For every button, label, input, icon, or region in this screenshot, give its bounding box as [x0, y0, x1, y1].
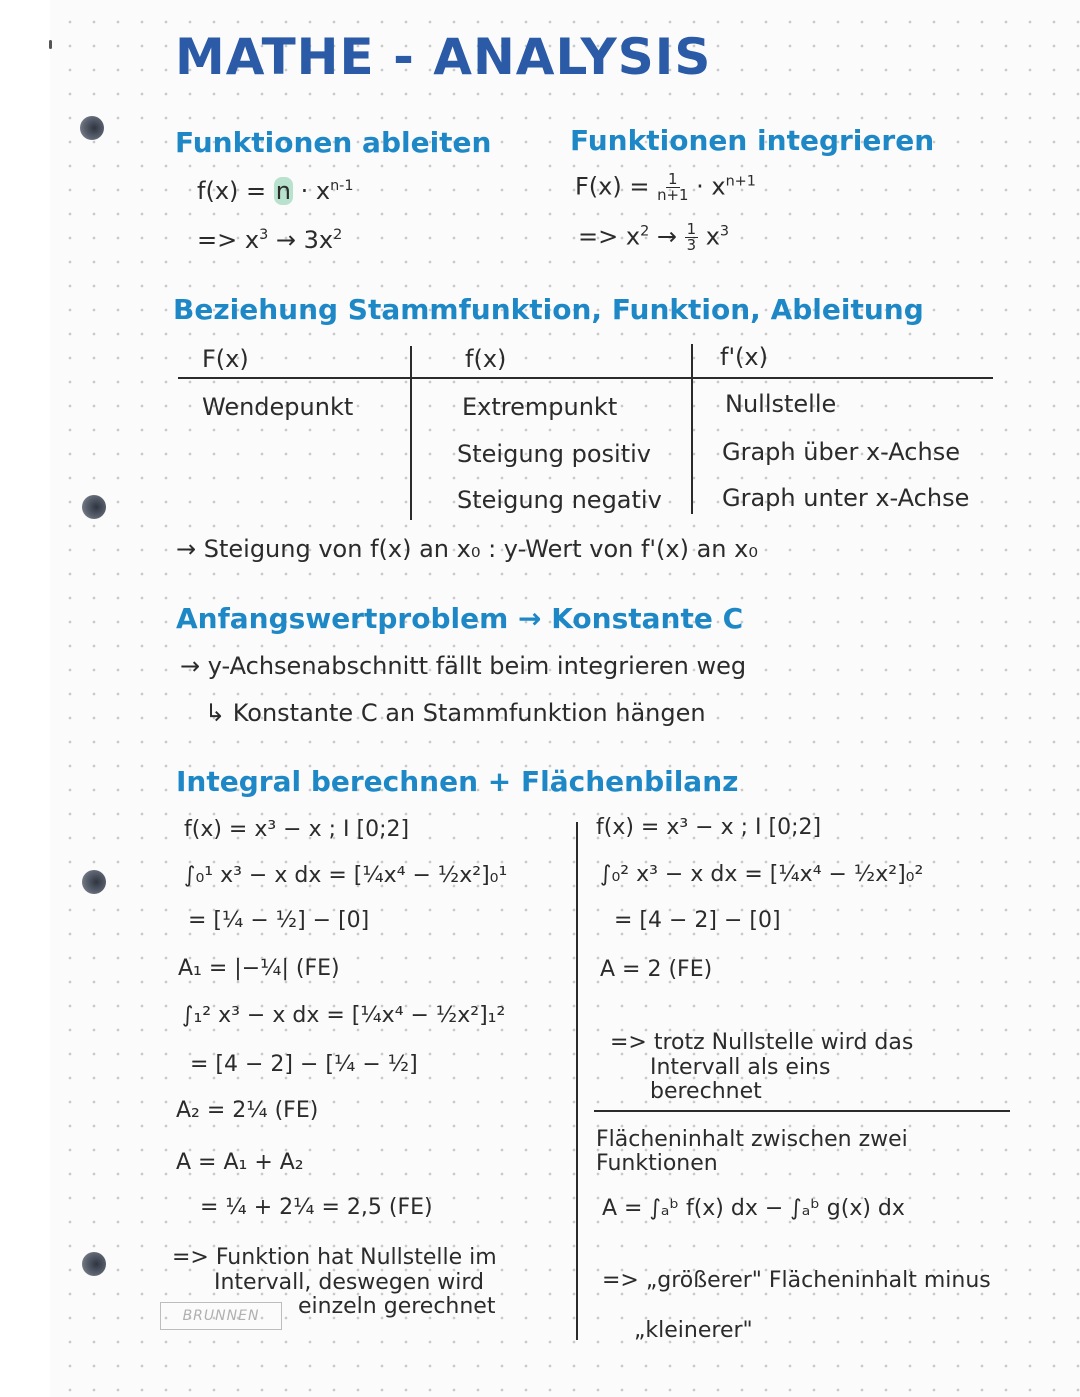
derive-exponent: n-1 [330, 178, 354, 194]
fraction [685, 222, 698, 253]
table-column-divider [410, 346, 412, 520]
table-header-divider [178, 377, 993, 379]
derive-example [197, 226, 342, 254]
integral-right-line: f(x) = x³ − x ; I [0;2] [596, 815, 822, 840]
fraction [657, 172, 688, 203]
integral-left-line: ∫₀¹ x³ − x dx = [¼x⁴ − ½x²]₀¹ [184, 863, 508, 888]
integrate-formula-rest: · x [688, 172, 726, 201]
heading-awp: Anfangswertproblem → Konstante C [176, 602, 744, 635]
margin-mark [49, 40, 52, 49]
integrate-formula [575, 172, 756, 203]
derive-example-exp: 3 [259, 227, 269, 243]
highlight-n: n [275, 177, 291, 205]
table-header-fprime: f'(x) [720, 343, 768, 371]
integral-right-line: A = 2 (FE) [600, 957, 713, 982]
between-note: „kleinerer" [634, 1318, 753, 1343]
table-column-divider [691, 344, 693, 514]
table-header-F: F(x) [202, 345, 249, 373]
fraction-denominator: n+1 [657, 185, 689, 204]
integral-left-line: = ¼ + 2¼ = 2,5 (FE) [200, 1195, 433, 1220]
table-cell: Graph unter x-Achse [722, 484, 970, 512]
awp-line: → y-Achsenabschnitt fällt beim integrieren weg [180, 652, 747, 680]
derive-formula [197, 177, 354, 205]
integral-left-line: ∫₁² x³ − x dx = [¼x⁴ − ½x²]₁² [182, 1003, 506, 1028]
brand-stamp: BRUNNEN [160, 1302, 282, 1330]
heading-integral: Integral berechnen + Flächenbilanz [176, 765, 739, 798]
punch-hole [82, 495, 106, 519]
integral-left-line: A₂ = 2¼ (FE) [176, 1098, 319, 1123]
integral-right-line: = [4 − 2] − [0] [614, 908, 781, 933]
integrate-example-result: x [698, 222, 720, 251]
integrate-example-prefix: => x [578, 222, 641, 251]
integral-right-conclusion: berechnet [650, 1079, 762, 1104]
derive-formula-rest: · x [292, 177, 331, 205]
between-note: => „größerer" Flächeninhalt minus [602, 1268, 991, 1293]
fraction-numerator: 1 [668, 170, 678, 188]
between-heading: Flächeninhalt zwischen zwei [596, 1127, 908, 1152]
integrate-formula-lhs: F(x) = [575, 172, 658, 201]
table-cell: Wendepunkt [202, 393, 354, 421]
relation-note: → Steigung von f(x) an x₀ : y-Wert von f'(x) an x₀ [176, 535, 758, 563]
integral-right-conclusion: Intervall als eins [650, 1055, 831, 1080]
fraction-numerator: 1 [686, 220, 697, 238]
awp-line: ↳ Konstante C an Stammfunktion hängen [205, 699, 706, 727]
derive-formula-lhs: f(x) = [197, 177, 274, 205]
integral-left-conclusion: einzeln gerechnet [298, 1294, 496, 1319]
between-formula: A = ∫ₐᵇ f(x) dx − ∫ₐᵇ g(x) dx [602, 1196, 905, 1221]
integral-left-conclusion: => Funktion hat Nullstelle im [172, 1245, 497, 1270]
integrate-exponent: n+1 [725, 173, 756, 190]
integral-left-line: = [4 − 2] − [¼ − ½] [190, 1052, 418, 1077]
punch-hole [82, 1252, 106, 1276]
integral-right-conclusion: => trotz Nullstelle wird das [610, 1030, 914, 1055]
between-heading: Funktionen [596, 1151, 718, 1176]
integral-left-conclusion: Intervall, deswegen wird [214, 1270, 485, 1295]
table-header-f: f(x) [465, 345, 507, 373]
section-divider [594, 1110, 1010, 1112]
derive-example-result-exp: 2 [333, 227, 343, 243]
table-cell: Steigung negativ [457, 486, 662, 514]
derive-example-arrow: → 3x [268, 226, 334, 254]
heading-derive: Funktionen ableiten [175, 126, 492, 159]
punch-hole [80, 116, 104, 140]
integral-right-line: ∫₀² x³ − x dx = [¼x⁴ − ½x²]₀² [600, 862, 924, 887]
derive-example-prefix: => x [197, 226, 260, 254]
heading-integrate: Funktionen integrieren [570, 124, 935, 157]
column-divider [576, 822, 578, 1340]
heading-relation: Beziehung Stammfunktion, Funktion, Ableitung [173, 293, 924, 326]
fraction-denominator: 3 [686, 235, 697, 254]
page-title: MATHE - ANALYSIS [175, 28, 712, 86]
integrate-example-exp: 2 [640, 223, 650, 240]
integral-left-line: A₁ = |−¼| (FE) [178, 956, 340, 981]
table-cell: Extrempunkt [462, 393, 618, 421]
integral-left-line: A = A₁ + A₂ [176, 1150, 304, 1175]
integrate-example-arrow: → [649, 222, 685, 251]
integral-left-line: = [¼ − ½] − [0] [188, 908, 370, 933]
punch-hole [82, 870, 106, 894]
integrate-example [578, 222, 729, 253]
integral-left-line: f(x) = x³ − x ; I [0;2] [184, 817, 410, 842]
integrate-example-result-exp: 3 [719, 223, 730, 240]
table-cell: Nullstelle [725, 390, 837, 418]
table-cell: Graph über x-Achse [722, 438, 960, 466]
table-cell: Steigung positiv [457, 440, 651, 468]
